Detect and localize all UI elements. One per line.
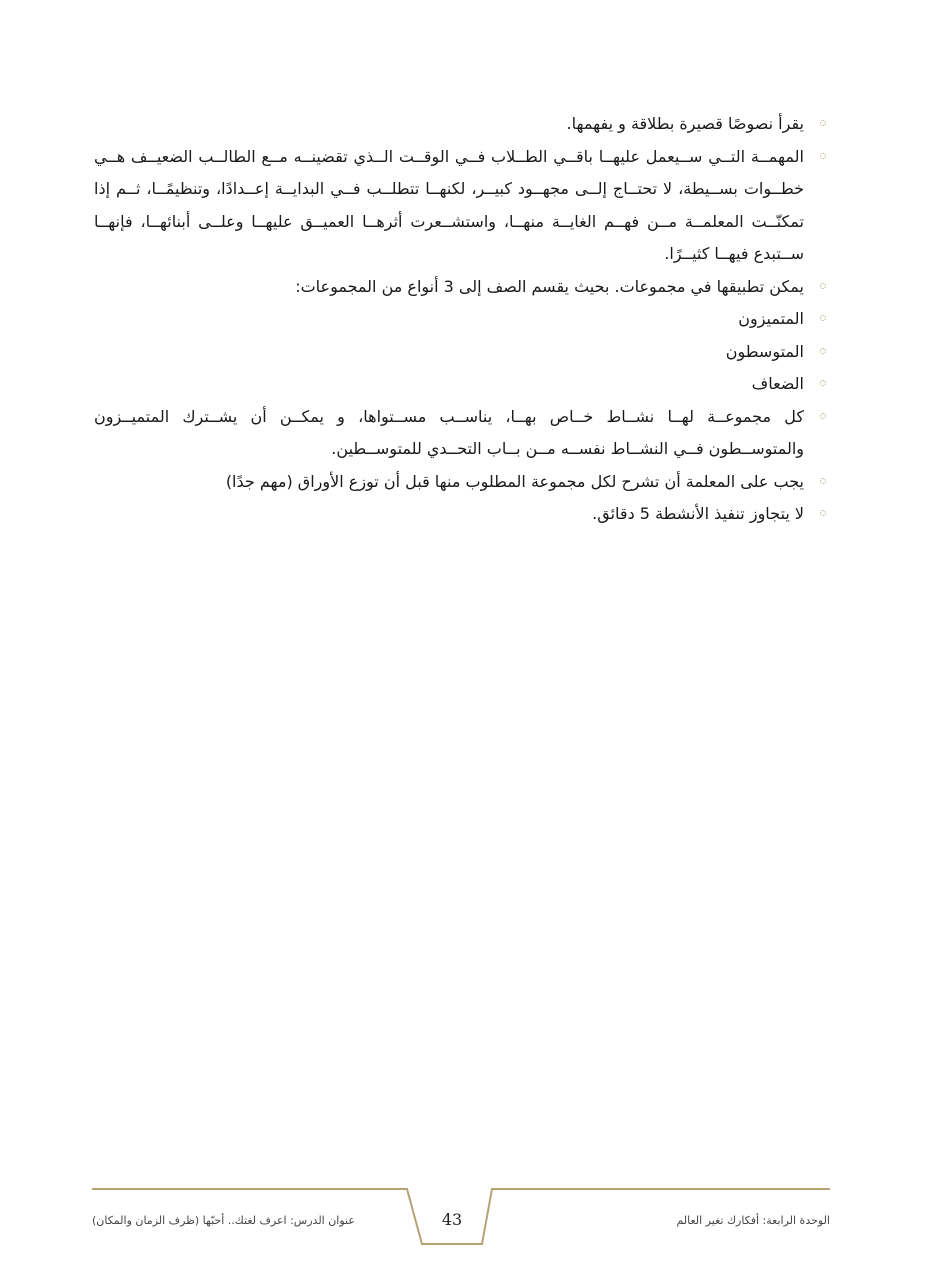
list-item-text: كل مجموعــة لهــا نشــاط خــاص بهــا، يناســب مســتواها، و يمكــن أن يشــترك المتميــزون والمتوســطون فــي النشــاط نفســه مــن بــاب التحــدي للمتوســطين. bbox=[94, 406, 804, 458]
bullet-icon bbox=[820, 413, 826, 419]
page-number: 43 bbox=[441, 1210, 463, 1229]
unit-title: الوحدة الرابعة: أفكارك تغير العالم bbox=[676, 1214, 830, 1227]
list-item-text: المتميزون bbox=[738, 309, 804, 328]
list-item bbox=[94, 466, 832, 499]
bullet-icon bbox=[820, 283, 826, 289]
list-item-text: المهمــة التــي ســيعمل عليهــا باقــي الطــلاب فــي الوقــت الــذي تقضينــه مــع الطالــب الضعيــف هــي خطــوات بســيطة، لا تحتــاج إلــى مجهــود كبيــر، لكنهــا تتطلــب فــي البدايــة إعــدادًا، وتنظيمًــا، ثــم إذا تمكنّــت المعلمــة مــن فهــم الغايــة منهــا، واستشــعرت أثرهــا العميــق عليهــا وعلــى أبنائهــا، فإنهــا ســتبدع فيهــا كثيــرًا. bbox=[94, 146, 804, 263]
list-item bbox=[94, 303, 832, 336]
bullet-icon bbox=[820, 478, 826, 484]
main-content bbox=[94, 108, 832, 531]
list-item-text: لا يتجاوز تنفيذ الأنشطة 5 دقائق. bbox=[592, 504, 804, 523]
list-item-text: يقرأ نصوصًا قصيرة بطلاقة و يفهمها. bbox=[566, 114, 804, 133]
list-item bbox=[94, 498, 832, 531]
bullet-icon bbox=[820, 315, 826, 321]
lesson-title: عنوان الدرس: اعرف لغتك.. أحبّها (ظرف الزمان والمكان) bbox=[92, 1214, 355, 1227]
list-item bbox=[94, 336, 832, 369]
page-footer bbox=[92, 1186, 830, 1246]
list-item bbox=[94, 401, 832, 466]
bullet-icon bbox=[820, 380, 826, 386]
list-item-text: يمكن تطبيقها في مجموعات. بحيث يقسم الصف إلى 3 أنواع من المجموعات: bbox=[295, 276, 804, 296]
list-item bbox=[94, 108, 832, 141]
bullet-icon bbox=[820, 348, 826, 354]
list-item bbox=[94, 141, 832, 271]
bullet-icon bbox=[820, 120, 826, 126]
list-item bbox=[94, 271, 832, 304]
bullet-icon bbox=[820, 510, 826, 516]
list-item bbox=[94, 368, 832, 401]
list-item-text: يجب على المعلمة أن تشرح لكل مجموعة المطلوب منها قبل أن توزع الأوراق (مهم جدًا) bbox=[225, 471, 804, 491]
list-item-text: الضعاف bbox=[751, 374, 804, 393]
list-item-text: المتوسطون bbox=[725, 341, 804, 361]
bullet-list bbox=[94, 108, 832, 531]
bullet-icon bbox=[820, 153, 826, 159]
